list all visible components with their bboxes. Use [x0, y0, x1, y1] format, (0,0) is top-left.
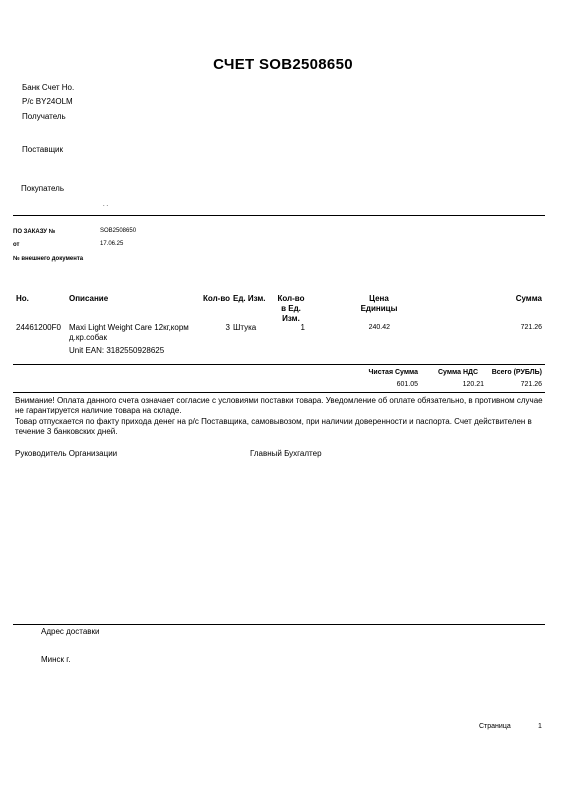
net-sum-value: 601.05 [396, 381, 418, 388]
col-header-qty-per-line2: в Ед. [281, 304, 301, 313]
col-header-price-line1: Цена [369, 294, 389, 303]
dots: . . [103, 202, 109, 208]
head-signature-label: Руководитель Организации [15, 449, 118, 458]
col-header-price [350, 294, 408, 314]
vat-sum-value: 120.21 [462, 381, 484, 388]
col-header-qty-per-line3: Изм. [282, 314, 300, 323]
row-desc [69, 323, 189, 343]
divider-delivery [13, 624, 545, 625]
row-price: 240.42 [368, 324, 390, 331]
col-header-uom: Ед. Изм. [233, 294, 266, 303]
row-desc-line1: Maxi Light Weight Care 12кг,корм [69, 323, 189, 332]
accountant-signature-label: Главный Бухгалтер [250, 449, 322, 458]
total-sum-label: Всего (РУБЛЬ) [491, 369, 542, 376]
order-label: ПО ЗАКАЗУ № [13, 229, 56, 235]
date-label: от [13, 242, 20, 248]
net-sum-label: Чистая Сумма [368, 369, 418, 376]
bank-account-label: Банк Счет Но. [22, 83, 75, 92]
buyer-label: Покупатель [21, 184, 64, 193]
row-qty: 3 [225, 323, 230, 332]
divider-table [13, 364, 545, 365]
delivery-address-label: Адрес доставки [41, 627, 100, 636]
external-doc-label: № внешнего документа [13, 256, 84, 262]
divider-totals [13, 392, 545, 393]
order-value: SOB2508650 [100, 228, 137, 234]
col-header-qty: Кол-во [203, 294, 231, 303]
date-value: 17.06.25 [100, 241, 124, 247]
total-sum-value: 721.26 [520, 381, 542, 388]
delivery-city: Минск г. [41, 655, 71, 664]
row-sum: 721.26 [520, 324, 542, 331]
row-qty-per: 1 [300, 323, 305, 332]
note-payment: Внимание! Оплата данного счета означает согласие с условиями поставки товара. Уведомление об оплате обязательно, в противном случае не гарантируется наличие товара на складе. [15, 396, 543, 415]
row-no: 24461200F0 [16, 323, 61, 332]
col-header-desc: Описание [69, 294, 109, 303]
col-header-sum: Сумма [515, 294, 542, 303]
divider-top [13, 215, 545, 216]
recipient-label: Получатель [22, 112, 66, 121]
col-header-price-line2: Единицы [360, 304, 398, 313]
rs-label: Р/с BY24OLM [22, 97, 73, 106]
row-ean: Unit EAN: 3182550928625 [69, 346, 165, 355]
note-release: Товар отпускается по факту прихода денег на р/с Поставщика, самовывозом, при наличии доверенности и паспорта. Счет действителен в течение 3 банковских дней. [15, 417, 532, 436]
page-label: Страница [479, 723, 511, 730]
vat-sum-label: Сумма НДС [438, 369, 479, 376]
invoice-title: СЧЕТ SOB2508650 [213, 56, 353, 73]
col-header-no: Но. [16, 294, 29, 303]
row-uom: Штука [233, 323, 257, 332]
row-desc-line2: д.кр.собак [69, 333, 107, 342]
col-header-qty-per [272, 294, 310, 324]
supplier-label: Поставщик [22, 145, 64, 154]
page-number: 1 [538, 723, 542, 730]
col-header-qty-per-line1: Кол-во [277, 294, 305, 303]
